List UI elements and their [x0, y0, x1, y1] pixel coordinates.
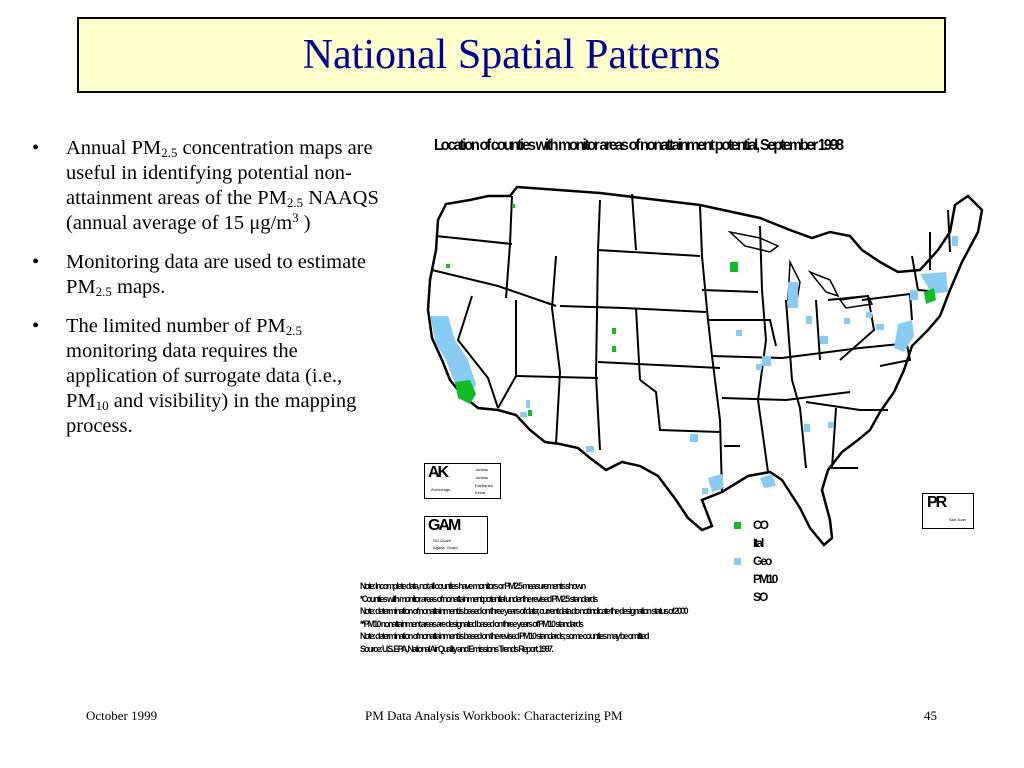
alaska-side-label: Juneau — [475, 467, 489, 472]
note-line: *Counties with monitor areas of nonattainment potential under the revised PM2.5 standards — [360, 593, 597, 604]
note-line: Source: U.S. EPA, National Air Quality and Emissions Trends Report, 1997. — [360, 643, 553, 654]
bullet-text-part: monitoring data requires the application of surrogate data (i.e., PM — [66, 340, 343, 412]
bullet-text-part: maps. — [111, 276, 166, 298]
note-line: Note: determination of nonattainment is based on three years of data; current data do not indicate the designation status of 2000 — [360, 606, 687, 616]
bullet-text-part: 2.5 — [95, 284, 112, 299]
bullet-text-part: 3 — [292, 210, 299, 225]
alaska-line: Fairbanks — [475, 483, 493, 488]
guam-line: Agana, Guam — [433, 545, 458, 550]
bullet-dot: • — [32, 251, 40, 273]
footer-date: October 1999 — [86, 708, 158, 723]
bullet-text-part: 10 — [95, 398, 109, 413]
bullet-dot: • — [32, 137, 40, 159]
bullet-text-part: 2.5 — [286, 195, 304, 210]
alaska-code: AK — [428, 464, 448, 481]
legend-label: PM10 — [753, 572, 777, 586]
legend-label: CO — [753, 518, 767, 532]
pr-code: PR — [927, 494, 946, 511]
puerto-rico-inset — [922, 493, 974, 529]
alaska-line: Kenai — [475, 490, 486, 495]
map-notes — [360, 580, 810, 655]
note-line: Note: Incomplete data, not all counties have monitors or PM2.5 measurements shown — [360, 581, 585, 591]
note-line: Note: determination of nonattainment is based on the revised PM10 standards; some counties may be omitted — [360, 631, 648, 641]
bullet-text-part: 2.5 — [161, 145, 178, 160]
alaska-line: Juneau — [475, 475, 489, 480]
footer-page-number: 45 — [924, 708, 937, 723]
alaska-line: Anchorage — [431, 487, 451, 492]
legend-item — [753, 536, 762, 550]
bullet-text-part: ) — [298, 212, 311, 234]
bullet-text-part: concentration maps are useful in identifying potential non-attainment areas of the PM — [66, 137, 373, 209]
legend-item — [734, 554, 770, 568]
guam-code: GAM — [428, 517, 460, 534]
guam-line: GU Guam — [433, 538, 452, 543]
legend-swatch-lightblue — [734, 558, 741, 565]
guam-inset — [424, 516, 488, 554]
bullet-text-part: and visibility) in the mapping process. — [66, 390, 357, 437]
alaska-inset — [424, 463, 501, 499]
note-line: **PM10 nonattainment areas are designated based on three years of PM10 standards — [360, 618, 583, 629]
bullet-text-part: 2.5 — [285, 323, 303, 338]
footer-title: PM Data Analysis Workbook: Characterizing PM — [365, 708, 623, 723]
legend-item — [734, 518, 767, 532]
slide-title: National Spatial Patterns — [302, 32, 721, 78]
bullet-text-part: Monitoring data are used to estimate PM — [66, 251, 367, 298]
bullet-text-part: Annual PM — [66, 137, 162, 159]
pr-line: San Juan — [949, 517, 966, 522]
legend-swatch-green — [734, 522, 741, 529]
legend-label: SO — [753, 590, 767, 604]
bullet-text-part: The limited number of PM — [66, 315, 286, 337]
legend-label: Ital — [753, 536, 763, 550]
bullet-text-part: NAAQS (annual average of 15 μg/m — [66, 187, 379, 234]
legend-label: Geo — [753, 554, 771, 568]
bullet-dot: • — [32, 315, 40, 337]
map-title: Location of counties with monitor areas of nonattainment potential, September 1998 — [434, 137, 842, 154]
